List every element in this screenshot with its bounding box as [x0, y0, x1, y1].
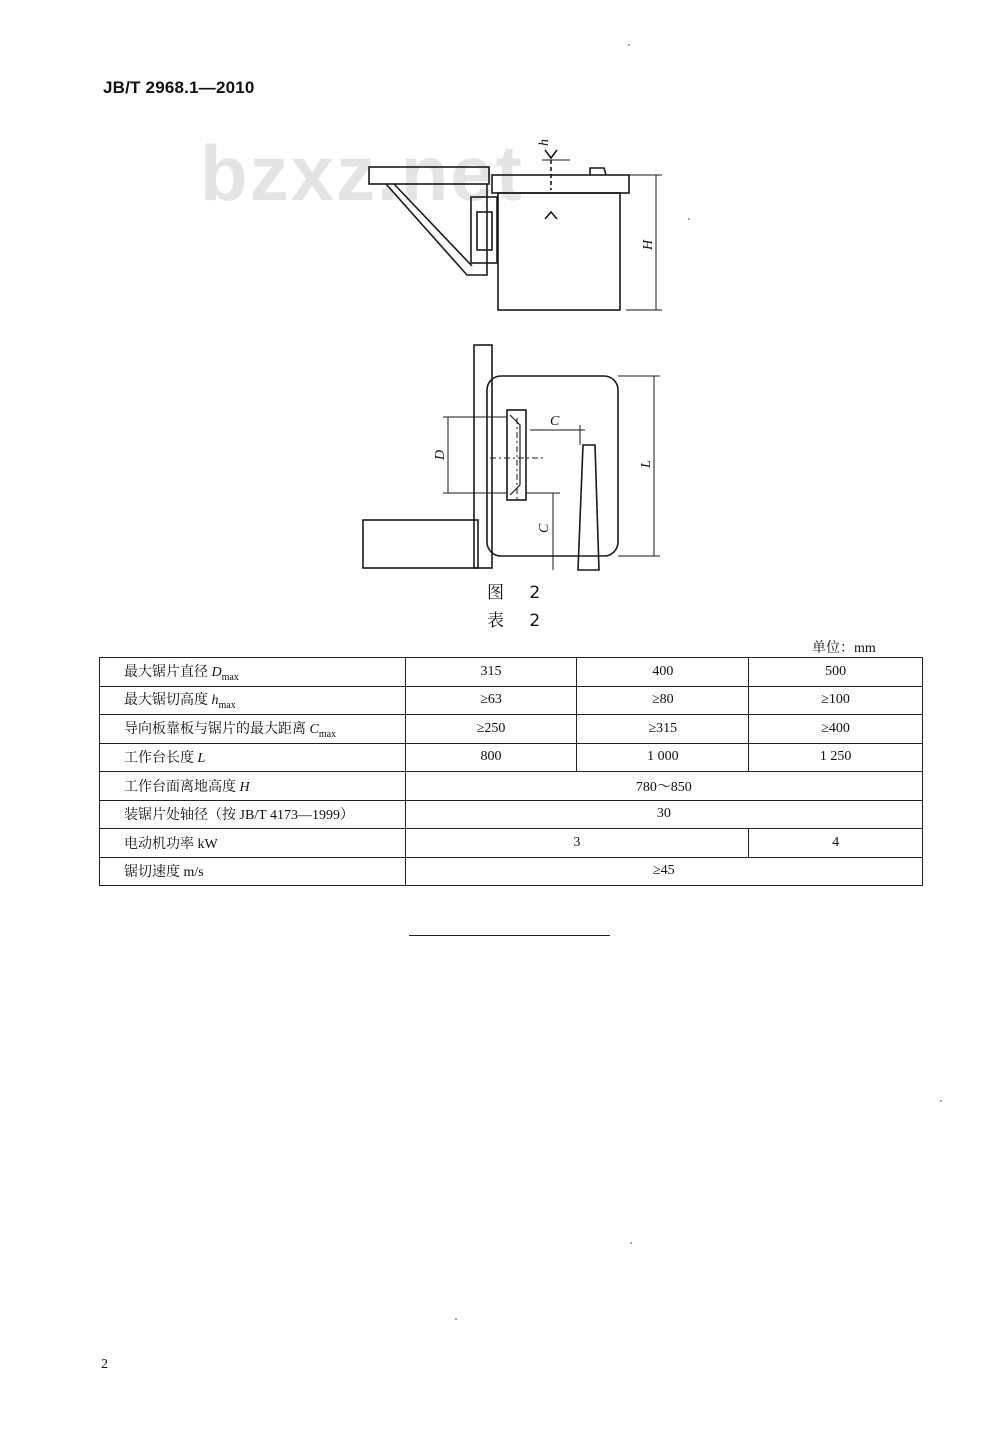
dimension-label-C-side: C: [537, 523, 552, 533]
page-number: 2: [101, 1357, 108, 1372]
table-cell: 400: [577, 658, 749, 687]
watermark: bzxz.net: [200, 129, 524, 217]
table-caption: 表 2: [487, 611, 551, 631]
table-row: [100, 772, 923, 801]
table-row: [100, 829, 923, 858]
scan-speck: [940, 1100, 942, 1102]
row-label: 工作台面离地高度 H: [100, 772, 406, 801]
side-view: [369, 150, 662, 310]
dimension-label-h: h: [537, 139, 552, 146]
spec-table: [99, 657, 923, 886]
table-row: [100, 658, 923, 687]
scan-speck: [628, 44, 630, 46]
top-view: [363, 345, 660, 570]
dimension-label-C-top: C: [550, 414, 560, 429]
table-cell: ≥315: [577, 715, 749, 744]
scan-speck: [688, 218, 690, 220]
end-rule: [409, 935, 610, 936]
row-label: 装锯片处轴径（按 JB/T 4173—1999）: [100, 800, 406, 829]
row-label: 最大锯片直径 $D_{max}$: [100, 658, 406, 687]
dimension-label-D: D: [433, 449, 448, 460]
table-cell: 315: [405, 658, 577, 687]
table-cell: 500: [749, 658, 923, 687]
row-label: 导向板靠板与锯片的最大距离 $C_{max}$: [100, 715, 406, 744]
table-cell: 30: [405, 800, 922, 829]
figure-2-drawing: [0, 0, 1000, 600]
table-cell: 780～850: [405, 772, 922, 801]
table-cell: ≥250: [405, 715, 577, 744]
row-label: 电动机功率 kW: [100, 829, 406, 858]
scan-speck: [455, 1318, 457, 1320]
table-unit: 单位：mm: [812, 641, 876, 656]
table-cell: 4: [749, 829, 923, 858]
table-cell: 3: [405, 829, 749, 858]
table-row: [100, 800, 923, 829]
side-base-cabinet: [498, 193, 620, 310]
side-table-top: [492, 175, 629, 193]
table-cell: ≥80: [577, 686, 749, 715]
table-cell: ≥100: [749, 686, 923, 715]
table-cell: ≥63: [405, 686, 577, 715]
table-cell: ≥45: [405, 857, 922, 886]
top-guide-fence: [474, 345, 492, 568]
table-row: [100, 686, 923, 715]
scan-speck: [630, 1242, 632, 1244]
table-row: [100, 857, 923, 886]
row-label: 最大锯切高度 $h_{max}$: [100, 686, 406, 715]
table-cell: ≥400: [749, 715, 923, 744]
side-fence: [590, 168, 606, 175]
row-label: 锯切速度 m/s: [100, 857, 406, 886]
figure-caption: 图 2: [487, 583, 551, 603]
dimension-label-H: H: [641, 239, 656, 250]
side-extension-table: [369, 167, 489, 184]
dimension-label-L: L: [639, 460, 654, 468]
top-extension-table: [363, 520, 478, 568]
top-riving-knife: [578, 445, 599, 570]
standard-number: JB/T 2968.1—2010: [103, 78, 255, 97]
table-row: [100, 743, 923, 772]
side-fence-mount: [471, 197, 497, 263]
table-cell: 800: [405, 743, 577, 772]
table-cell: 1 250: [749, 743, 923, 772]
table-cell: 1 000: [577, 743, 749, 772]
row-label: 工作台长度 L: [100, 743, 406, 772]
table-row: [100, 715, 923, 744]
